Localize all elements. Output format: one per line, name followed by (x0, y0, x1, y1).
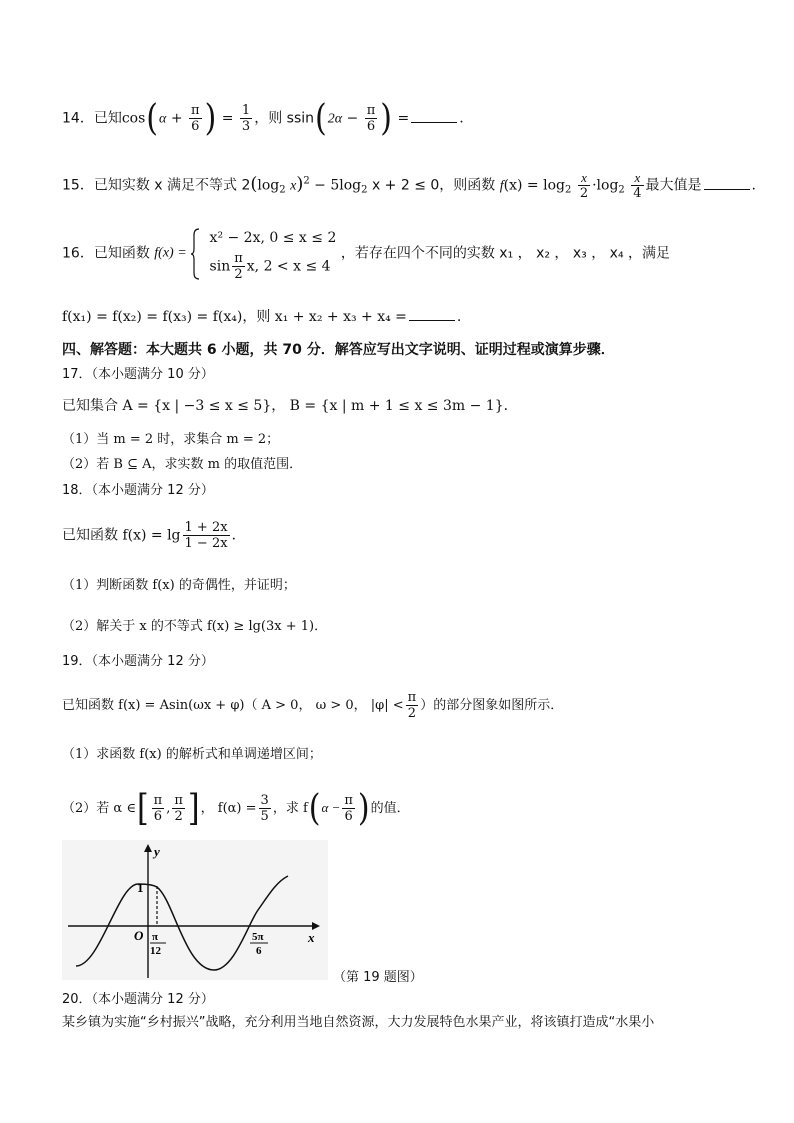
q14-plus: + (170, 110, 183, 127)
q15-mid2: x + 2 ≤ 0，则函数 (367, 177, 500, 194)
y-axis-arrow (144, 844, 152, 852)
q14-cos: cos (121, 110, 146, 127)
q16-tail: ，若存在四个不同的实数 x₁ ， x₂ ， x₃ ， x₄ ，满足 (340, 245, 671, 262)
y-label: y (154, 844, 160, 859)
q20-header: 20．（本小题满分 12 分） (62, 992, 214, 1007)
one-label: 1 (137, 880, 144, 895)
q18-part2: （2）解关于 x 的不等式 f(x) ≥ lg(3x + 1)． (62, 619, 328, 634)
q20-statement: 某乡镇为实施“乡村振兴”战略，充分利用当地自然资源，大力发展特色水果产业，将该镇打造成“水果小 (62, 1015, 655, 1030)
origin-label: O (134, 928, 144, 943)
q18-part1: （1）判断函数 f(x) 的奇偶性，并证明； (62, 578, 296, 593)
q17-header: 17．（本小题满分 10 分） (62, 367, 214, 382)
q15-frac-x4: $\frac{x}{4}$ (633, 170, 642, 201)
q15-mid1: − 5log (309, 177, 362, 194)
q19-statement: 已知函数 f(x) = Asin(ωx + φ)（ A > 0， ω > 0， |φ| < $\frac{\pi}{2}$ ）的部分图象如图所示． (62, 690, 564, 721)
q16-lead: 16．已知函数 (62, 245, 155, 262)
q16-line2: f(x₁) = f(x₂) = f(x₃) = f(x₄)，则 x₁ + x₂ + x₃ + x₄ = (62, 309, 407, 325)
q14-answer-blank[interactable] (411, 108, 457, 123)
q18-header: 18．（本小题满分 12 分） (62, 483, 214, 498)
q16-brace (191, 227, 201, 281)
q16-case2: sin $\frac{\pi}{2}$ x, 2 < x ≤ 4 (209, 251, 331, 282)
question-14: 14．已知cos(α + $\frac{\pi}{6}$ ) = $\frac{1}{3}$ ，则 ssin(2α − $\frac{\pi}{6}$ ) = . (62, 96, 464, 139)
x-axis-arrow (312, 922, 320, 930)
q18-statement: 已知函数 f(x) = lg $\frac{1 + 2x}{1 - 2x}$ ． (62, 520, 246, 551)
q17-part1: （1）当 m = 2 时，求集合 m = 2； (62, 432, 280, 447)
q14-lead: 14．已知 (62, 110, 122, 127)
question-16-line2: f(x₁) = f(x₂) = f(x₃) = f(x₄)，则 x₁ + x₂ + x₃ + x₄ = . (62, 306, 461, 327)
q14-2alpha: 2α (327, 111, 343, 127)
q16-cases (206, 225, 337, 282)
q19-graph-svg (62, 840, 328, 980)
q15-frac-x2: $\frac{x}{2}$ (579, 170, 589, 201)
q19-part1: （1）求函数 f(x) 的解析式和单调递增区间； (62, 747, 322, 762)
q16-fx: f(x) = (154, 245, 187, 261)
q15-tail: 最大值是 (645, 177, 702, 194)
tick-pi12-den: 12 (150, 945, 161, 957)
q16-case1: x² − 2x, 0 ≤ x ≤ 2 (209, 230, 337, 246)
question-16 (62, 225, 671, 282)
q14-frac-pi6: $\frac{\pi}{6}$ (191, 103, 200, 134)
q14-frac-pi6b: $\frac{\pi}{6}$ (366, 103, 376, 134)
q14-alpha: α (159, 111, 167, 127)
q19-part2: （2）若 α ∈[ $\frac{\pi}{6}$ , $\frac{\pi}{2}$ ]， f(α) = $\frac{3}{5}$ ，求 f(α − $\frac{\pi}{6}$ )的值． (62, 786, 410, 829)
tick-5pi6-den: 6 (256, 945, 262, 957)
x-label: x (308, 930, 315, 945)
figure-caption: （第 19 题图） (333, 970, 423, 985)
q14-eq: = (221, 110, 234, 127)
tick-pi12-num: π (152, 931, 159, 943)
q16-answer-blank[interactable] (409, 306, 455, 321)
q15-answer-blank[interactable] (704, 175, 750, 190)
q17-part2: （2）若 B ⊆ A，求实数 m 的取值范围． (62, 457, 303, 472)
tick-5pi6-num: 5π (252, 931, 264, 943)
q15-lead: 15．已知实数 x 满足不等式 2 (62, 177, 251, 194)
q14-mid: ，则 ssin (254, 110, 315, 127)
q17-statement: 已知集合 A = {x | −3 ≤ x ≤ 5}， B = {x | m + 1 ≤ x ≤ 3m − 1}． (62, 398, 518, 414)
q19-header: 19．（本小题满分 12 分） (62, 654, 214, 669)
section-heading: 四、解答题：本大题共 6 小题，共 70 分．解答应写出文字说明、证明过程或演算步骤． (62, 342, 615, 358)
q14-frac-13: $\frac{1}{3}$ (241, 103, 251, 134)
q14-minus: − (346, 110, 359, 127)
question-15: 15．已知实数 x 满足不等式 $2(\log_2$ $x)^2 - 5\log_2$ x + 2 ≤ 0，则函数 $f(x) = \log_2$ $\frac{x}{2}$ $\cdot\log_2$ $\frac{x}{4}$ 最大值是 . (62, 170, 756, 201)
q19-graph (62, 840, 328, 980)
